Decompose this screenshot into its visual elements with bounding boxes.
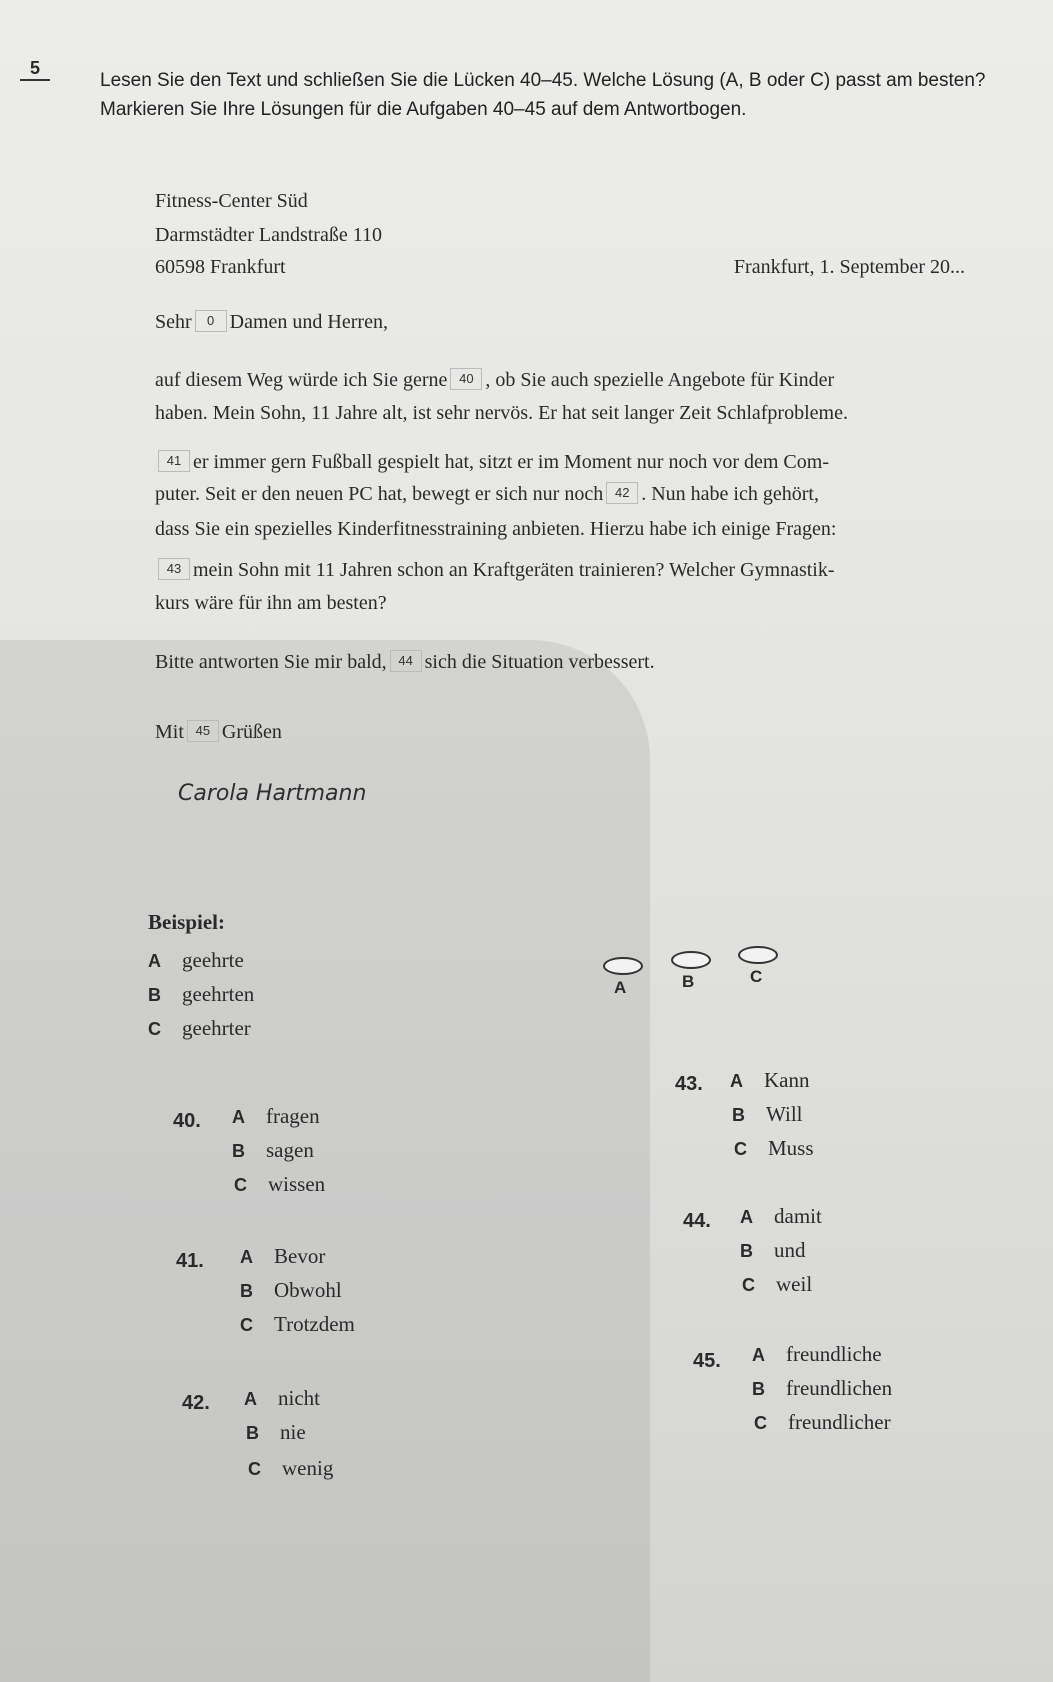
option-41-b[interactable]	[240, 1278, 342, 1303]
option-45-c[interactable]	[754, 1410, 891, 1435]
option-text: Kann	[764, 1068, 810, 1092]
salutation-pre: Sehr	[155, 311, 192, 333]
option-41-c[interactable]	[240, 1312, 355, 1337]
option-letter: C	[742, 1275, 755, 1295]
gap-41: 41	[158, 450, 190, 472]
option-text: Bevor	[274, 1244, 326, 1268]
text-segment: Bitte antworten Sie mir bald,	[155, 651, 387, 673]
option-40-a[interactable]	[232, 1104, 320, 1129]
option-text: wenig	[282, 1456, 334, 1480]
text-segment: auf diesem Weg würde ich Sie gerne	[155, 369, 448, 391]
question-number: 43.	[675, 1073, 703, 1095]
option-letter: B	[246, 1423, 259, 1443]
option-letter: B	[732, 1105, 745, 1125]
example-option-b	[148, 982, 254, 1007]
option-42-b[interactable]	[246, 1420, 306, 1445]
option-letter: B	[148, 985, 161, 1005]
example-option-a	[148, 948, 244, 973]
example-title: Beispiel:	[148, 910, 225, 934]
option-text: Trotzdem	[274, 1312, 355, 1336]
question-number: 42.	[182, 1392, 210, 1414]
task-instruction: Lesen Sie den Text und schließen Sie die Lücken 40–45. Welche Lösung (A, B oder C) passt am besten? Markieren Sie Ihre Lösungen für die Aufgaben 40–45 auf dem Antwortbogen.	[100, 70, 986, 120]
option-text: geehrte	[182, 948, 244, 972]
text-segment: er immer gern Fußball gespielt hat, sitzt er im Moment nur noch vor dem Com-	[193, 451, 829, 473]
option-text: geehrten	[182, 982, 255, 1006]
text-segment: . Nun habe ich gehört,	[641, 483, 819, 505]
option-text: Obwohl	[274, 1278, 342, 1302]
option-43-a[interactable]	[730, 1068, 810, 1093]
option-text: wissen	[268, 1172, 326, 1196]
option-text: freundliche	[786, 1342, 882, 1366]
option-text: fragen	[266, 1104, 320, 1128]
bubble-label-a: A	[614, 978, 627, 997]
option-text: Muss	[768, 1136, 814, 1160]
salutation-post: Damen und Herren,	[229, 311, 388, 333]
option-text: nicht	[278, 1386, 320, 1410]
signature: Carola Hartmann	[178, 781, 367, 806]
address-line: 60598 Frankfurt	[155, 256, 286, 278]
task-number: 5	[20, 58, 50, 81]
example-option-c	[148, 1016, 251, 1041]
letter-date: Frankfurt, 1. September 20...	[733, 256, 965, 278]
question-number: 44.	[683, 1210, 711, 1232]
option-letter: C	[234, 1175, 247, 1195]
gap-0: 0	[195, 310, 227, 332]
gap-43: 43	[158, 558, 190, 580]
option-letter: B	[752, 1379, 765, 1399]
option-letter: B	[232, 1141, 245, 1161]
option-text: und	[774, 1238, 806, 1262]
option-letter: C	[754, 1413, 767, 1433]
option-text: sagen	[266, 1138, 314, 1162]
option-text: weil	[776, 1272, 813, 1296]
address-line: Darmstädter Landstraße 110	[155, 224, 382, 246]
text-line: kurs wäre für ihn am besten?	[155, 592, 387, 614]
option-44-c[interactable]	[742, 1272, 812, 1297]
option-text: nie	[280, 1420, 306, 1444]
text-line: haben. Mein Sohn, 11 Jahre alt, ist sehr nervös. Er hat seit langer Zeit Schlafprobleme.	[155, 402, 848, 424]
option-text: freundlicher	[788, 1410, 891, 1434]
option-43-c[interactable]	[734, 1136, 814, 1161]
text-segment: , ob Sie auch spezielle Angebote für Kinder	[485, 369, 835, 391]
question-number: 40.	[173, 1110, 201, 1132]
question-number: 41.	[176, 1250, 204, 1272]
address-line: Fitness-Center Süd	[155, 190, 308, 212]
text-line	[155, 558, 835, 582]
bubble-label-c: C	[750, 967, 763, 986]
option-45-b[interactable]	[752, 1376, 892, 1401]
option-43-b[interactable]	[732, 1102, 802, 1127]
text-segment: mein Sohn mit 11 Jahren schon an Kraftgeräten trainieren? Welcher Gymnastik-	[193, 559, 835, 581]
option-letter: C	[148, 1019, 161, 1039]
option-41-a[interactable]	[240, 1244, 325, 1269]
option-42-c[interactable]	[248, 1456, 333, 1481]
text-segment: sich die Situation verbessert.	[424, 651, 655, 673]
text-line	[155, 450, 829, 474]
option-text: damit	[774, 1204, 822, 1228]
text-line: dass Sie ein spezielles Kinderfitnesstraining anbieten. Hierzu habe ich einige Fragen:	[155, 518, 837, 540]
closing-pre: Mit	[155, 721, 184, 743]
option-45-a[interactable]	[752, 1342, 882, 1367]
option-text: freundlichen	[786, 1376, 893, 1400]
option-40-b[interactable]	[232, 1138, 314, 1163]
option-44-a[interactable]	[740, 1204, 822, 1229]
closing	[155, 720, 282, 744]
gap-45: 45	[187, 720, 219, 742]
option-44-b[interactable]	[740, 1238, 806, 1263]
salutation	[155, 310, 388, 334]
option-letter: A	[730, 1071, 743, 1091]
option-letter: B	[240, 1281, 253, 1301]
answer-bubble-b[interactable]	[671, 951, 711, 969]
text-line	[155, 650, 655, 674]
closing-post: Grüßen	[221, 721, 282, 743]
text-line	[155, 482, 819, 506]
gap-40: 40	[450, 368, 482, 390]
option-letter: A	[148, 951, 161, 971]
option-letter: C	[248, 1459, 261, 1479]
option-letter: A	[752, 1345, 765, 1365]
option-letter: A	[740, 1207, 753, 1227]
option-letter: A	[232, 1107, 245, 1127]
option-40-c[interactable]	[234, 1172, 325, 1197]
text-segment: puter. Seit er den neuen PC hat, bewegt er sich nur noch	[155, 483, 604, 505]
answer-bubble-c[interactable]	[738, 946, 778, 964]
gap-42: 42	[606, 482, 638, 504]
option-42-a[interactable]	[244, 1386, 320, 1411]
option-text: Will	[766, 1102, 803, 1126]
option-letter: A	[240, 1247, 253, 1267]
option-text: geehrter	[182, 1016, 251, 1040]
question-number: 45.	[693, 1350, 721, 1372]
text-line	[155, 368, 834, 392]
option-letter: A	[244, 1389, 257, 1409]
option-letter: C	[734, 1139, 747, 1159]
option-letter: B	[740, 1241, 753, 1261]
answer-bubble-a[interactable]	[603, 957, 643, 975]
gap-44: 44	[390, 650, 422, 672]
bubble-label-b: B	[682, 972, 695, 991]
option-letter: C	[240, 1315, 253, 1335]
